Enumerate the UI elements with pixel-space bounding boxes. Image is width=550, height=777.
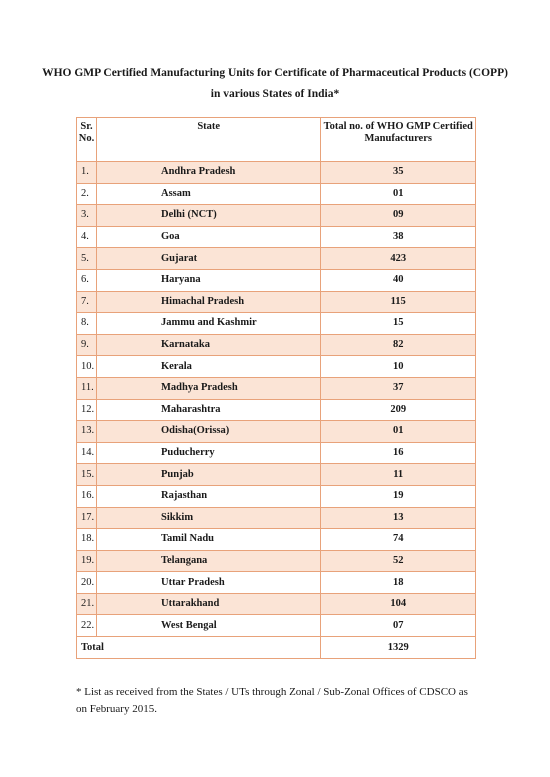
row-state: Gujarat xyxy=(96,248,320,270)
row-state: Maharashtra xyxy=(96,399,320,421)
row-state: Andhra Pradesh xyxy=(96,162,320,184)
row-count: 11 xyxy=(321,464,476,486)
row-state: Delhi (NCT) xyxy=(96,205,320,227)
table-row xyxy=(77,485,476,507)
row-state: Telangana xyxy=(96,550,320,572)
table-row xyxy=(77,313,476,335)
row-sr-no: 15. xyxy=(77,464,97,486)
table-row xyxy=(77,162,476,184)
row-sr-no: 11. xyxy=(77,377,97,399)
table-row xyxy=(77,399,476,421)
table-row xyxy=(77,464,476,486)
table-row xyxy=(77,377,476,399)
row-state: Uttarakhand xyxy=(96,593,320,615)
row-count: 18 xyxy=(321,572,476,594)
row-state: Himachal Pradesh xyxy=(96,291,320,313)
table-row xyxy=(77,442,476,464)
row-sr-no: 2. xyxy=(77,183,97,205)
table-row xyxy=(77,550,476,572)
table-row xyxy=(77,529,476,551)
table-row xyxy=(77,205,476,227)
row-state: Kerala xyxy=(96,356,320,378)
table-row xyxy=(77,421,476,443)
header-sr-no: Sr. No. xyxy=(77,118,97,162)
row-count: 40 xyxy=(321,269,476,291)
header-total-count: Total no. of WHO GMP Certified Manufacturers xyxy=(321,118,476,162)
table-row xyxy=(77,572,476,594)
row-count: 07 xyxy=(321,615,476,637)
row-sr-no: 4. xyxy=(77,226,97,248)
row-sr-no: 1. xyxy=(77,162,97,184)
table-row xyxy=(77,615,476,637)
row-state: Uttar Pradesh xyxy=(96,572,320,594)
row-count: 01 xyxy=(321,183,476,205)
table-header-row xyxy=(77,118,476,162)
row-sr-no: 20. xyxy=(77,572,97,594)
table-row xyxy=(77,291,476,313)
row-count: 37 xyxy=(321,377,476,399)
row-count: 52 xyxy=(321,550,476,572)
row-sr-no: 13. xyxy=(77,421,97,443)
footnote: * List as received from the States / UTs through Zonal / Sub-Zonal Offices of CDSCO as on February 2015. xyxy=(76,686,468,715)
row-sr-no: 16. xyxy=(77,485,97,507)
header-state: State xyxy=(96,118,320,162)
total-row xyxy=(77,637,476,659)
table-row xyxy=(77,356,476,378)
table-row xyxy=(77,507,476,529)
total-count: 1329 xyxy=(321,637,476,659)
row-sr-no: 21. xyxy=(77,593,97,615)
row-sr-no: 10. xyxy=(77,356,97,378)
row-state: Haryana xyxy=(96,269,320,291)
row-state: Puducherry xyxy=(96,442,320,464)
row-state: Goa xyxy=(96,226,320,248)
row-state: Karnataka xyxy=(96,334,320,356)
table-row xyxy=(77,269,476,291)
row-count: 209 xyxy=(321,399,476,421)
row-state: West Bengal xyxy=(96,615,320,637)
row-count: 38 xyxy=(321,226,476,248)
row-state: Madhya Pradesh xyxy=(96,377,320,399)
row-sr-no: 3. xyxy=(77,205,97,227)
row-count: 15 xyxy=(321,313,476,335)
row-sr-no: 14. xyxy=(77,442,97,464)
row-state: Odisha(Orissa) xyxy=(96,421,320,443)
row-sr-no: 7. xyxy=(77,291,97,313)
row-state: Punjab xyxy=(96,464,320,486)
table-row xyxy=(77,248,476,270)
document-title-line-1: WHO GMP Certified Manufacturing Units for Certificate of Pharmaceutical Products (COPP) xyxy=(42,67,508,79)
copp-units-table xyxy=(76,117,476,659)
row-count: 115 xyxy=(321,291,476,313)
row-count: 104 xyxy=(321,593,476,615)
row-sr-no: 6. xyxy=(77,269,97,291)
row-sr-no: 18. xyxy=(77,529,97,551)
row-count: 19 xyxy=(321,485,476,507)
row-sr-no: 19. xyxy=(77,550,97,572)
row-count: 01 xyxy=(321,421,476,443)
row-sr-no: 12. xyxy=(77,399,97,421)
row-count: 16 xyxy=(321,442,476,464)
row-state: Tamil Nadu xyxy=(96,529,320,551)
row-count: 10 xyxy=(321,356,476,378)
row-sr-no: 9. xyxy=(77,334,97,356)
table-row xyxy=(77,334,476,356)
table-row xyxy=(77,593,476,615)
row-sr-no: 22. xyxy=(77,615,97,637)
row-state: Assam xyxy=(96,183,320,205)
row-count: 09 xyxy=(321,205,476,227)
total-label: Total xyxy=(77,637,321,659)
row-count: 35 xyxy=(321,162,476,184)
table-row xyxy=(77,183,476,205)
row-count: 423 xyxy=(321,248,476,270)
row-state: Jammu and Kashmir xyxy=(96,313,320,335)
row-count: 82 xyxy=(321,334,476,356)
row-state: Rajasthan xyxy=(96,485,320,507)
row-sr-no: 8. xyxy=(77,313,97,335)
row-state: Sikkim xyxy=(96,507,320,529)
row-count: 74 xyxy=(321,529,476,551)
row-sr-no: 17. xyxy=(77,507,97,529)
document-title-line-2: in various States of India* xyxy=(210,88,340,100)
row-sr-no: 5. xyxy=(77,248,97,270)
row-count: 13 xyxy=(321,507,476,529)
table-row xyxy=(77,226,476,248)
